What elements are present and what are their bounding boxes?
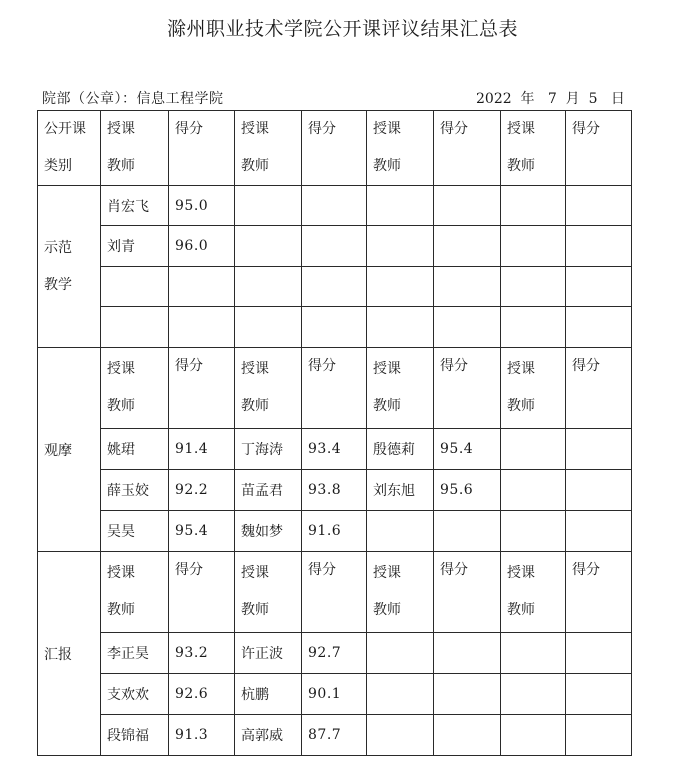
teacher-cell: 支欢欢: [101, 674, 169, 715]
teacher-cell: 刘东旭: [367, 470, 434, 511]
header-score-cell: [566, 348, 632, 429]
teacher-cell: [367, 715, 434, 756]
table-row: [38, 429, 632, 470]
section-header-row: [38, 348, 632, 429]
table-row: [38, 267, 632, 307]
teacher-cell: [367, 226, 434, 267]
score-cell: [566, 674, 632, 715]
table-row: [38, 674, 632, 715]
teacher-cell: 丁海涛: [235, 429, 302, 470]
teacher-cell: 苗孟君: [235, 470, 302, 511]
department-label: 院部（公章）：信息工程学院: [42, 91, 224, 107]
page-title: 滁州职业技术学院公开课评议结果汇总表: [166, 18, 518, 40]
header-teacher-cell: [235, 111, 302, 186]
header-teacher-label: 授课: [507, 121, 535, 137]
teacher-cell: [501, 511, 566, 552]
teacher-cell: 杭鹏: [235, 674, 302, 715]
teacher-cell: [501, 267, 566, 307]
teacher-cell: [501, 674, 566, 715]
score-cell: [434, 307, 501, 348]
header-teacher-label: 授课: [507, 361, 535, 377]
header-teacher-cell: [501, 552, 566, 633]
score-cell: [434, 186, 501, 226]
header-score-cell: [302, 111, 367, 186]
category-cell: [38, 186, 101, 348]
header-score-cell: [302, 552, 367, 633]
score-cell: [169, 307, 235, 348]
score-cell: 95.4: [169, 511, 235, 552]
header-score-label: 得分: [440, 358, 468, 374]
header-teacher-label: 教师: [241, 602, 269, 618]
score-cell: 92.2: [169, 470, 235, 511]
teacher-cell: 殷德莉: [367, 429, 434, 470]
score-cell: [434, 511, 501, 552]
teacher-cell: [101, 267, 169, 307]
header-teacher-label: 授课: [107, 361, 135, 377]
teacher-cell: [101, 307, 169, 348]
header-teacher-label: 教师: [241, 158, 269, 174]
score-cell: [566, 226, 632, 267]
score-cell: [566, 307, 632, 348]
teacher-cell: [235, 186, 302, 226]
table-header-row: [38, 111, 632, 186]
header-score-cell: [169, 552, 235, 633]
category-cell: 汇报: [38, 552, 101, 756]
header-category-cell: [38, 111, 101, 186]
header-teacher-label: 教师: [373, 602, 401, 618]
score-cell: [302, 307, 367, 348]
teacher-cell: 姚珺: [101, 429, 169, 470]
teacher-cell: 薛玉姣: [101, 470, 169, 511]
header-score-cell: [434, 111, 501, 186]
header-teacher-label: 授课: [373, 565, 401, 581]
score-cell: [566, 470, 632, 511]
teacher-cell: [501, 429, 566, 470]
teacher-cell: 肖宏飞: [101, 186, 169, 226]
header-teacher-cell: [101, 348, 169, 429]
header-score-cell: [169, 111, 235, 186]
score-cell: [434, 226, 501, 267]
header-score-cell: [434, 348, 501, 429]
teacher-cell: 许正波: [235, 633, 302, 674]
header-teacher-label: 授课: [373, 121, 401, 137]
header-teacher-cell: [235, 552, 302, 633]
header-score-cell: [434, 552, 501, 633]
score-cell: 92.6: [169, 674, 235, 715]
score-cell: [566, 186, 632, 226]
header-score-label: 得分: [572, 562, 600, 578]
header-teacher-label: 教师: [507, 602, 535, 618]
score-cell: [566, 429, 632, 470]
header-score-cell: [169, 348, 235, 429]
score-cell: 90.1: [302, 674, 367, 715]
score-cell: [434, 267, 501, 307]
teacher-cell: [367, 307, 434, 348]
header-teacher-cell: [501, 111, 566, 186]
category-label: 示范: [44, 239, 72, 256]
teacher-cell: [235, 307, 302, 348]
header-teacher-cell: [235, 348, 302, 429]
score-cell: [169, 267, 235, 307]
header-score-cell: [566, 111, 632, 186]
table-row: [38, 307, 632, 348]
header-category-label: 公开课: [44, 121, 86, 137]
score-cell: 95.6: [434, 470, 501, 511]
score-cell: 87.7: [302, 715, 367, 756]
header-teacher-label: 教师: [107, 158, 135, 174]
teacher-cell: [501, 226, 566, 267]
score-cell: 95.4: [434, 429, 501, 470]
score-cell: 96.0: [169, 226, 235, 267]
teacher-cell: [501, 633, 566, 674]
header-score-label: 得分: [175, 562, 203, 578]
teacher-cell: [501, 715, 566, 756]
score-cell: [566, 633, 632, 674]
score-cell: 95.0: [169, 186, 235, 226]
teacher-cell: 吴昊: [101, 511, 169, 552]
header-teacher-label: 教师: [373, 158, 401, 174]
teacher-cell: 高郭威: [235, 715, 302, 756]
header-teacher-label: 教师: [241, 398, 269, 414]
teacher-cell: [501, 307, 566, 348]
score-cell: [434, 674, 501, 715]
header-score-label: 得分: [572, 121, 600, 137]
table-row: [38, 633, 632, 674]
teacher-cell: [367, 511, 434, 552]
score-cell: 93.8: [302, 470, 367, 511]
teacher-cell: 魏如梦: [235, 511, 302, 552]
header-teacher-label: 授课: [107, 121, 135, 137]
header-score-label: 得分: [308, 562, 336, 578]
header-teacher-label: 教师: [507, 398, 535, 414]
teacher-cell: [367, 186, 434, 226]
header-teacher-cell: [367, 552, 434, 633]
header-teacher-cell: [101, 552, 169, 633]
header-score-cell: [566, 552, 632, 633]
teacher-cell: [367, 633, 434, 674]
teacher-cell: 李正昊: [101, 633, 169, 674]
header-teacher-cell: [501, 348, 566, 429]
section-header-row: [38, 552, 632, 633]
score-cell: 93.2: [169, 633, 235, 674]
header-score-label: 得分: [175, 121, 203, 137]
category-cell: 观摩: [38, 348, 101, 552]
header-teacher-cell: [367, 111, 434, 186]
header-score-label: 得分: [175, 358, 203, 374]
category-label: 教学: [44, 276, 72, 293]
teacher-cell: [501, 186, 566, 226]
header-score-cell: [302, 348, 367, 429]
score-cell: 91.3: [169, 715, 235, 756]
score-cell: [566, 267, 632, 307]
header-category-label: 类别: [44, 158, 72, 174]
table-row: [38, 470, 632, 511]
teacher-cell: [235, 267, 302, 307]
results-table: [37, 110, 632, 756]
teacher-cell: 刘青: [101, 226, 169, 267]
date-label: 2022 年 7 月 5 日: [476, 91, 625, 107]
header-teacher-label: 授课: [373, 361, 401, 377]
teacher-cell: [367, 267, 434, 307]
table-row: [38, 511, 632, 552]
header-teacher-label: 教师: [507, 158, 535, 174]
header-teacher-label: 教师: [107, 398, 135, 414]
score-cell: 93.4: [302, 429, 367, 470]
header-teacher-label: 教师: [373, 398, 401, 414]
header-teacher-cell: [101, 111, 169, 186]
table-row: [38, 715, 632, 756]
score-cell: [434, 715, 501, 756]
score-cell: [566, 511, 632, 552]
score-cell: [566, 715, 632, 756]
header-teacher-label: 授课: [241, 565, 269, 581]
score-cell: 92.7: [302, 633, 367, 674]
score-cell: [302, 226, 367, 267]
header-teacher-label: 授课: [241, 121, 269, 137]
score-cell: [434, 633, 501, 674]
header-teacher-label: 教师: [107, 602, 135, 618]
header-score-label: 得分: [572, 358, 600, 374]
table-row: [38, 226, 632, 267]
header-teacher-label: 授课: [507, 565, 535, 581]
teacher-cell: [235, 226, 302, 267]
header-teacher-cell: [367, 348, 434, 429]
score-cell: [302, 186, 367, 226]
header-score-label: 得分: [440, 562, 468, 578]
score-cell: 91.6: [302, 511, 367, 552]
header-teacher-label: 授课: [107, 565, 135, 581]
teacher-cell: 段锦福: [101, 715, 169, 756]
table-row: [38, 186, 632, 226]
teacher-cell: [367, 674, 434, 715]
header-score-label: 得分: [308, 121, 336, 137]
score-cell: 91.4: [169, 429, 235, 470]
header-score-label: 得分: [440, 121, 468, 137]
score-cell: [302, 267, 367, 307]
header-teacher-label: 授课: [241, 361, 269, 377]
teacher-cell: [501, 470, 566, 511]
header-score-label: 得分: [308, 358, 336, 374]
